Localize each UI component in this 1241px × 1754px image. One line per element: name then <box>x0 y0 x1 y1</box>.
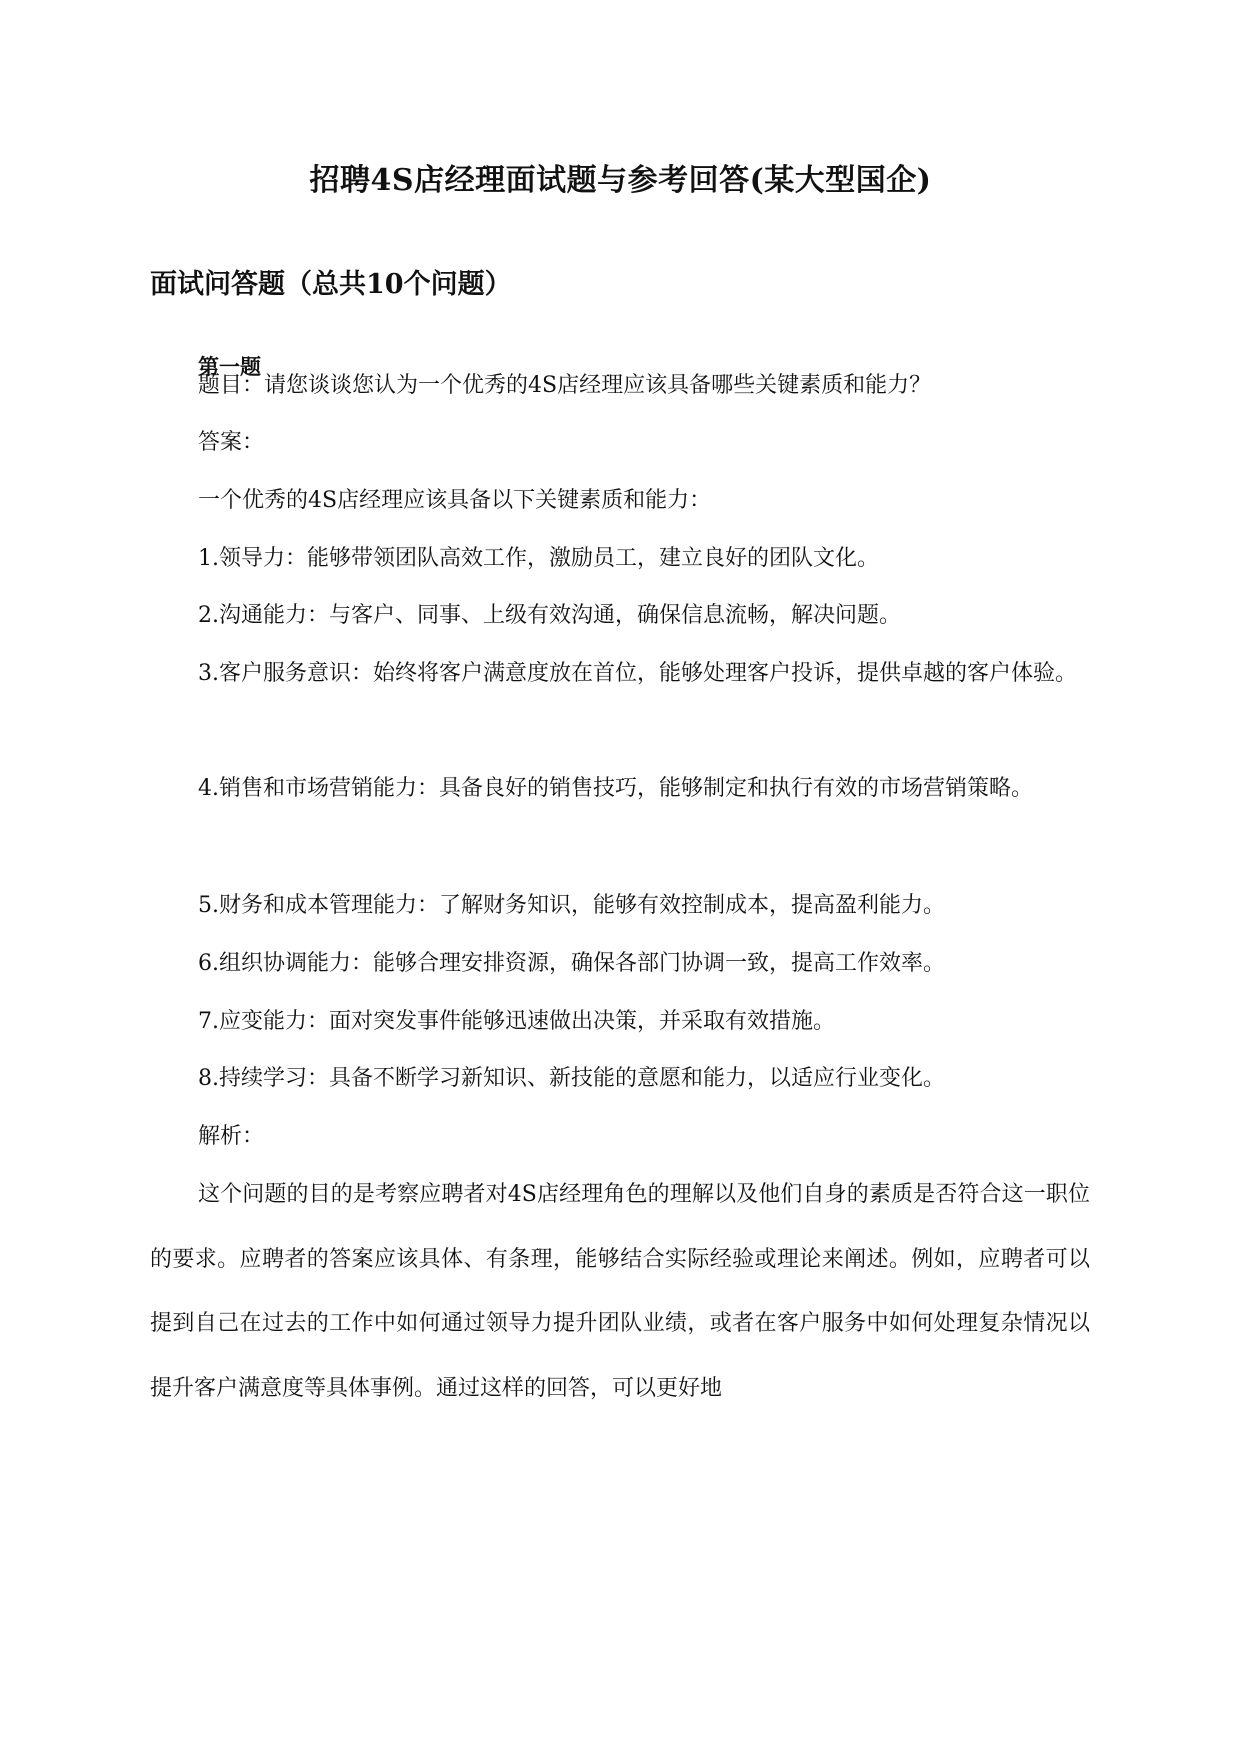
answer-point-6: 6.组织协调能力：能够合理安排资源，确保各部门协调一致，提高工作效率。 <box>198 951 945 976</box>
answer-point-3: 3.客户服务意识：始终将客户满意度放在首位，能够处理客户投诉，提供卓越的客户体验。 <box>198 661 1077 686</box>
answer-point-4: 4.销售和市场营销能力：具备良好的销售技巧，能够制定和执行有效的市场营销策略。 <box>198 776 1033 801</box>
document-title: 招聘4S店经理面试题与参考回答(某大型国企) <box>309 163 932 198</box>
analysis-text: 这个问题的目的是考察应聘者对4S店经理角色的理解以及他们自身的素质是否符合这一职位的要求。应聘者的答案应该具体、有条理，能够结合实际经验或理论来阐述。例如，应聘者可以提到自己在过去的工作中如何通过领导力提升团队业绩，或者在客户服务中如何处理复杂情况以提升客户满意度等具体事例。通过这样的回答，可以更好地 <box>150 1182 1090 1401</box>
analysis-label: 解析： <box>198 1124 265 1149</box>
answer-point-8: 8.持续学习：具备不断学习新知识、新技能的意愿和能力，以适应行业变化。 <box>198 1066 945 1091</box>
answer-point-2: 2.沟通能力：与客户、同事、上级有效沟通，确保信息流畅，解决问题。 <box>198 603 901 628</box>
answer-label: 答案： <box>198 430 265 455</box>
answer-point-7: 7.应变能力：面对突发事件能够迅速做出决策，并采取有效措施。 <box>198 1009 835 1034</box>
question-text: 题目：请您谈谈您认为一个优秀的4S店经理应该具备哪些关键素质和能力？ <box>198 373 932 398</box>
question-number-label: 第一题 <box>198 354 261 379</box>
section-heading: 面试问答题（总共10个问题） <box>150 269 512 300</box>
answer-point-1: 1.领导力：能够带领团队高效工作，激励员工，建立良好的团队文化。 <box>198 546 879 571</box>
answer-point-5: 5.财务和成本管理能力：了解财务知识，能够有效控制成本，提高盈利能力。 <box>198 893 945 918</box>
answer-intro: 一个优秀的4S店经理应该具备以下关键素质和能力： <box>198 488 712 513</box>
